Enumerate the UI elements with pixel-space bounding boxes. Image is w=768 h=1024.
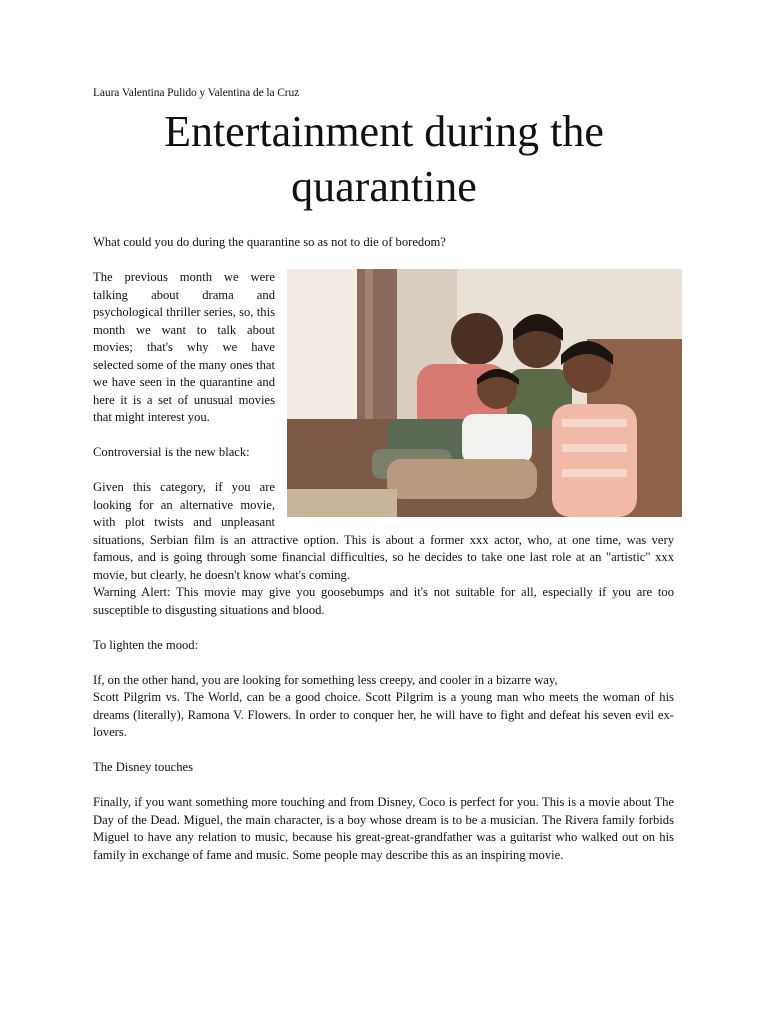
intro-with-photo [93, 269, 674, 584]
intro-paragraph: The previous month we were talking about drama and psychological thriller series, so, this month we want to talk about movies; that's why we have selected some of the many ones that we have seen in the quarantine and here it is a set of unusual movies that might interest you. [93, 270, 275, 424]
intro-question: What could you do during the quarantine so as not to die of boredom? [93, 235, 446, 249]
serbian-film-paragraph: Given this category, if you are looking for an alternative movie, with plot twists and unpleasant situations, Serbian film is an attractive option. This is about a former xxx actor, who, at one time, was very famous, and is going through some financial difficulties, so he decides to take one last role at an "artistic" xxx movie, but clearly, he doesn't know what's coming. [93, 480, 674, 582]
section-heading-lighten: To lighten the mood: [93, 637, 199, 652]
spacer [93, 619, 674, 637]
author-line: Laura Valentina Pulido y Valentina de la Cruz [93, 87, 300, 99]
spacer [93, 654, 674, 672]
scott-pilgrim-intro-line: If, on the other hand, you are looking for something less creepy, and cooler in a bizarre way, [93, 672, 558, 687]
family-on-couch-photo [287, 269, 682, 517]
section-heading-disney: The Disney touches [93, 760, 194, 774]
coco-paragraph: Finally, if you want something more touching and from Disney, Coco is perfect for you. This is a movie about The Day of the Dead. Miguel, the main character, is a boy whose dream is to be a musician. The Rivera family forbids Miguel to have any relation to music, because his great-great-grandfather was a guitarist who walked out on his family in exchange of fame and music. Some people may describe this as an inspiring movie. [93, 795, 674, 862]
title-line-2: quarantine [291, 162, 477, 211]
warning-paragraph: Warning Alert: This movie may give you goosebumps and it's not suitable for all, especially if you are too susceptible to disgusting situations and blood. [93, 585, 674, 617]
scott-pilgrim-paragraph: Scott Pilgrim vs. The World, can be a good choice. Scott Pilgrim is a young man who meets the woman of his dreams (literally), Ramona V. Flowers. In order to conquer her, he will have to fight and defeat his seven evil ex-lovers. [93, 690, 674, 739]
article-body [93, 234, 674, 864]
section-heading-controversial: Controversial is the new black: [93, 445, 250, 459]
title-line-1: Entertainment during the [164, 107, 604, 156]
spacer [93, 777, 674, 795]
spacer [93, 742, 674, 760]
page-title [0, 104, 768, 214]
